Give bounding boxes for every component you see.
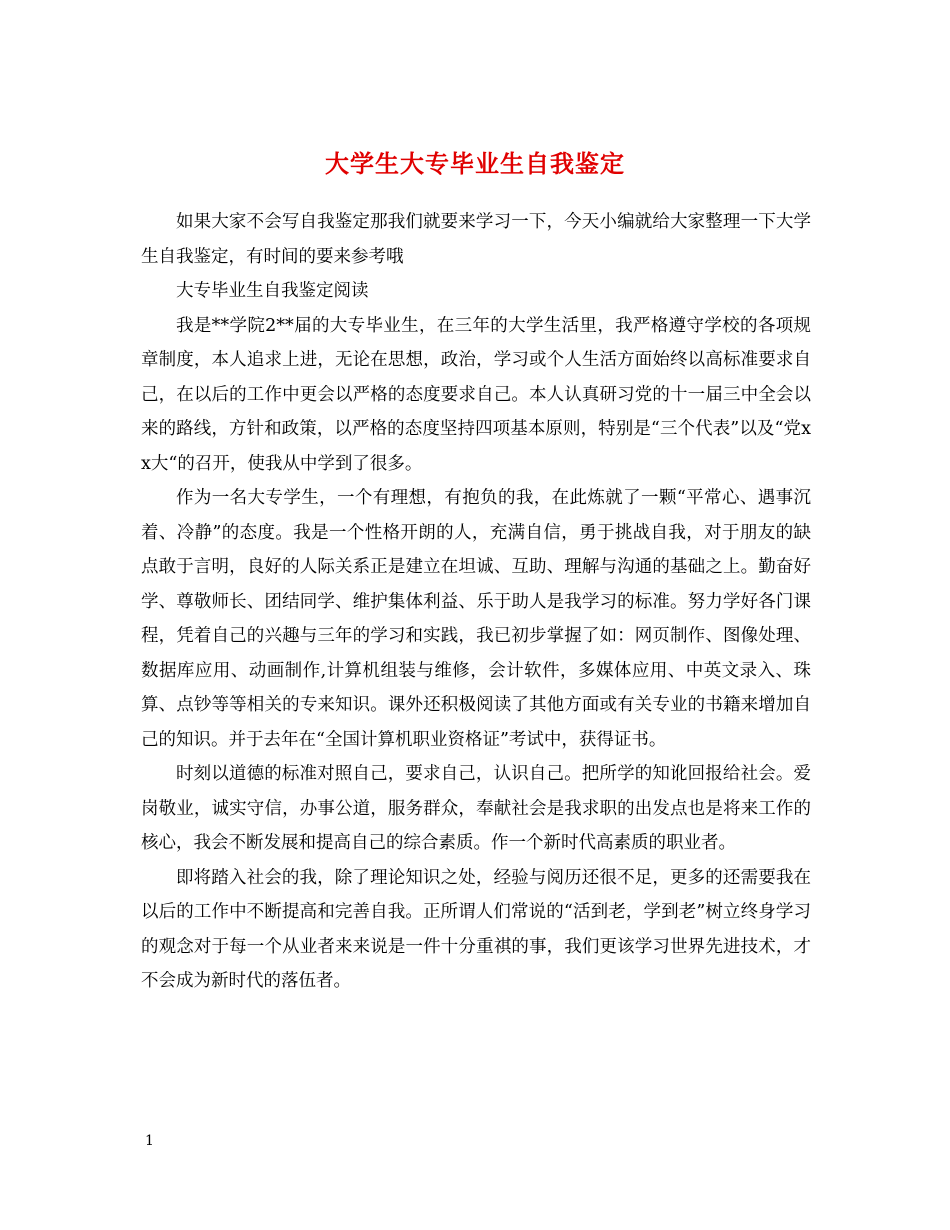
document-title: 大学生大专毕业生自我鉴定 — [325, 149, 625, 179]
paragraph-subheading: 大专毕业生自我鉴定阅读 — [176, 281, 369, 301]
paragraph-intro: 如果大家不会写自我鉴定那我们就要来学习一下，今天小编就给大家整理一下大学生自我鉴定，有时间的要来参考哦 — [141, 212, 811, 267]
paragraph-ethics: 时刻以道德的标准对照自己，要求自己，认识自己。把所学的知讹回报给社会。爱岗敬业，诚实守信，办事公道，服务群众，奉献社会是我求职的出发点也是将来工作的核心，我会不断发展和提高自己的综合素质。作一个新时代高素质的职业者。 — [141, 764, 811, 853]
paragraph-self-introduction: 我是**学院2**届的大专毕业生，在三年的大学生活里，我严格遵守学校的各项规章制度，本人追求上进，无论在思想，政治，学习或个人生活方面始终以高标准要求自己，在以后的工作中更会以严格的态度要求自己。本人认真研习党的十一届三中全会以来的路线，方针和政策，以严格的态度坚持四项基本原则，特别是“三个代表”以及“党xx大“的召开，使我从中学到了很多。 — [141, 315, 811, 474]
paragraph-personality-and-skills: 作为一名大专学生，一个有理想，有抱负的我，在此炼就了一颗“平常心、遇事沉着、冷静”的态度。我是一个性格开朗的人，充满自信，勇于挑战自我，对于朋友的缺点敢于言明，良好的人际关系正是建立在坦诚、互助、理解与沟通的基础之上。勤奋好学、尊敬师长、团结同学、维护集体利益、乐于助人是我学习的标准。努力学好各门课程，凭着自己的兴趣与三年的学习和实践，我已初步掌握了如：网页制作、图像处理、数据库应用、动画制作,计算机组装与维修，会计软件，多媒体应用、中英文录入、珠算、点钞等等相关的专来知识。课外还积极阅读了其他方面或有关专业的书籍来增加自己的知识。并于去年在“全国计算机职业资格证”考试中，获得证书。 — [141, 488, 811, 750]
document-body — [141, 205, 811, 999]
page-number: 1 — [145, 1133, 154, 1149]
paragraph-future: 即将踏入社会的我，除了理论知识之处，经验与阅历还很不足，更多的还需要我在以后的工作中不断提高和完善自我。正所谓人们常说的“活到老，学到老”树立终身学习的观念对于每一个从业者来来说是一件十分重祺的事，我们更该学习世界先进技术，才不会成为新时代的落伍者。 — [141, 867, 811, 991]
